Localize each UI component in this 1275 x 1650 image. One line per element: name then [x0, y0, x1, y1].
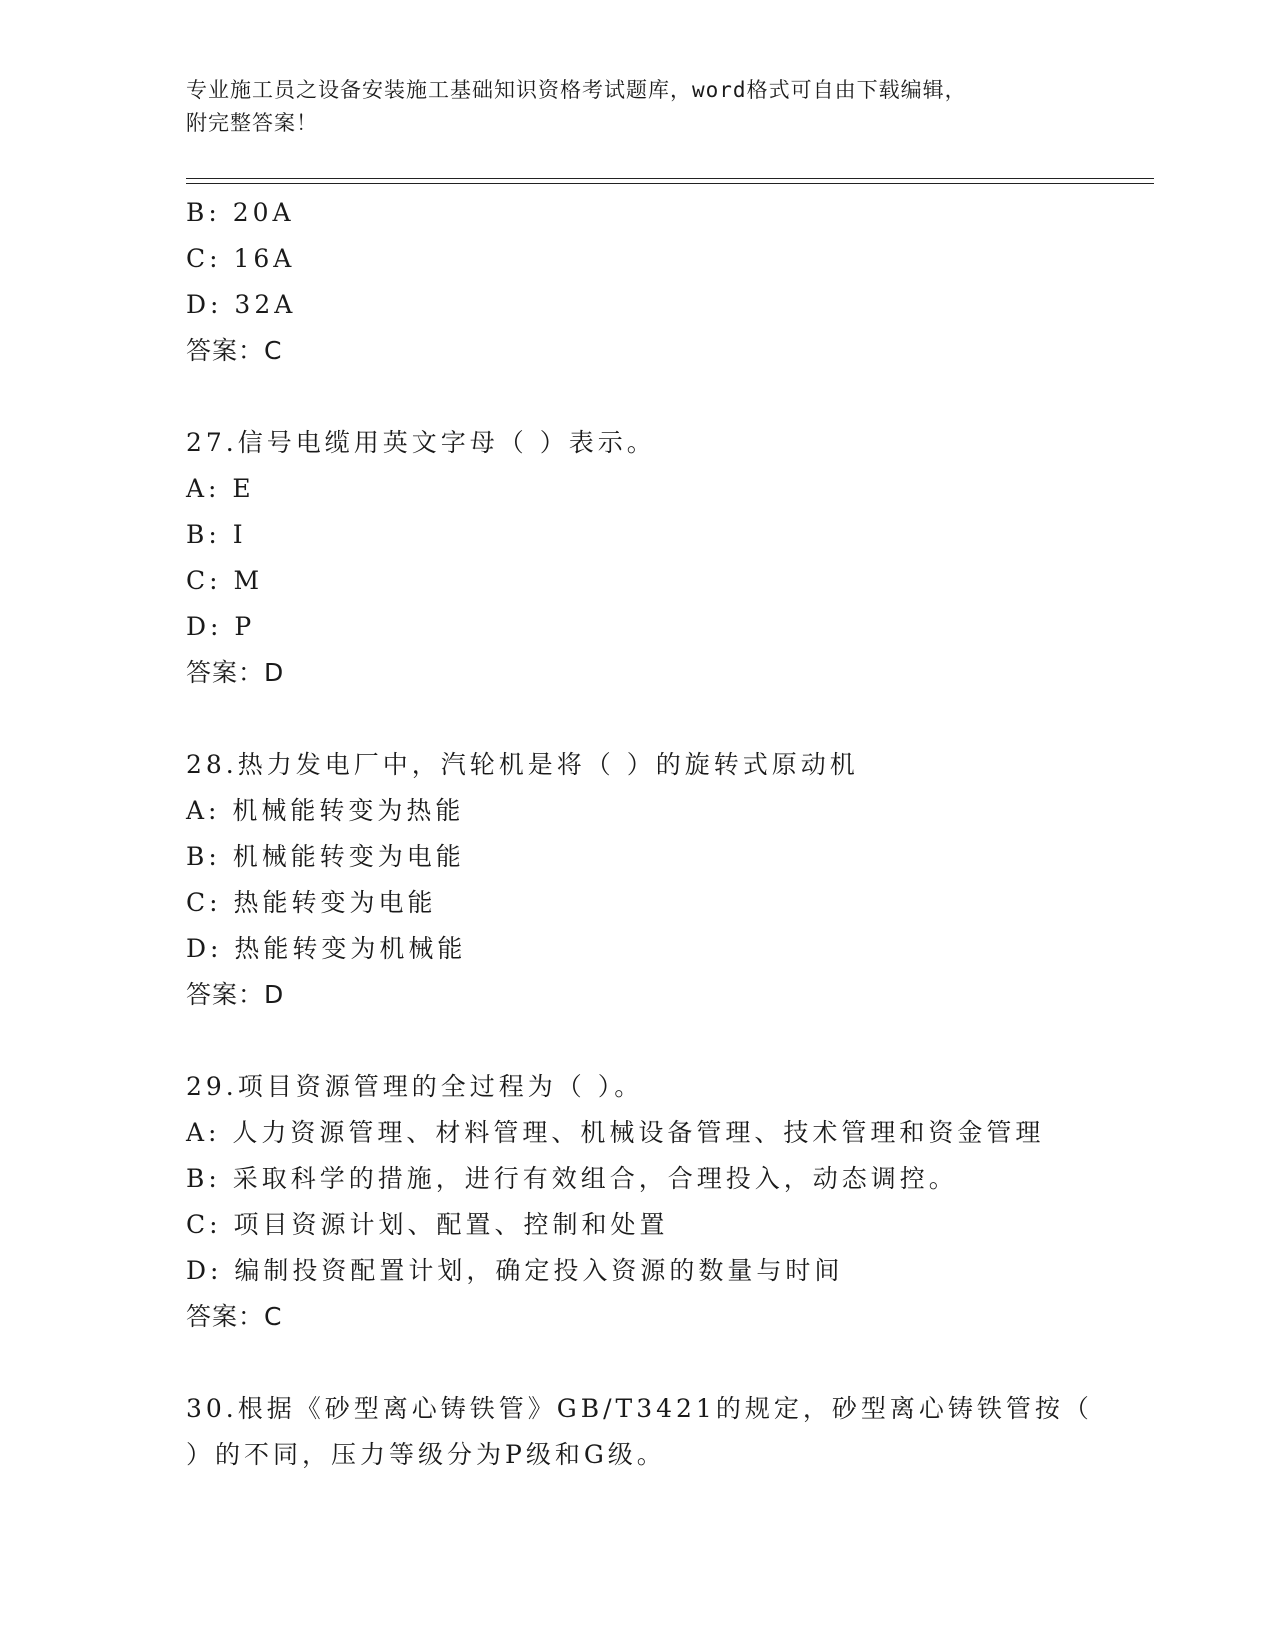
option-a: A: E	[186, 474, 255, 503]
option-b: B: 采取科学的措施，进行有效组合，合理投入，动态调控。	[186, 1164, 958, 1193]
answer-label: 答案：D	[186, 658, 285, 687]
question-block-27	[186, 420, 1154, 696]
option-b: B: 机械能转变为电能	[186, 842, 465, 871]
page-header	[186, 74, 1066, 140]
option-b: B: 20A	[186, 198, 295, 227]
option-c: C: 16A	[186, 244, 296, 273]
question-list	[186, 190, 1154, 1478]
option-a: A: 机械能转变为热能	[186, 796, 465, 825]
answer-label: 答案：D	[186, 980, 285, 1009]
header-divider-top	[186, 178, 1154, 179]
question-block-28	[186, 742, 1154, 1018]
question-block-26	[186, 190, 1154, 374]
option-a: A: 人力资源管理、材料管理、机械设备管理、技术管理和资金管理	[186, 1118, 1045, 1147]
block-spacer	[186, 696, 1154, 742]
block-spacer	[186, 374, 1154, 420]
option-c: C: 热能转变为电能	[186, 888, 437, 917]
question-text-line-2: ）的不同，压力等级分为P级和G级。	[186, 1440, 666, 1469]
option-c: C: 项目资源计划、配置、控制和处置	[186, 1210, 669, 1239]
header-title-line-1: 专业施工员之设备安装施工基础知识资格考试题库，word格式可自由下载编辑，	[186, 78, 967, 102]
question-text: 27.信号电缆用英文字母（ ）表示。	[186, 428, 656, 457]
option-d: D: 32A	[186, 290, 297, 319]
question-text-line-1: 30.根据《砂型离心铸铁管》GB/T3421的规定，砂型离心铸铁管按（	[186, 1394, 1093, 1423]
option-d: D: 编制投资配置计划，确定投入资源的数量与时间	[186, 1256, 844, 1285]
question-block-30	[186, 1386, 1154, 1478]
answer-label: 答案：C	[186, 336, 283, 365]
option-b: B: I	[186, 520, 247, 549]
option-d: D: P	[186, 612, 256, 641]
answer-label: 答案：C	[186, 1302, 283, 1331]
option-c: C: M	[186, 566, 264, 595]
option-d: D: 热能转变为机械能	[186, 934, 467, 963]
header-divider-bottom	[186, 183, 1154, 184]
header-title-line-2: 附完整答案！	[186, 111, 318, 135]
block-spacer	[186, 1340, 1154, 1386]
question-text: 29.项目资源管理的全过程为（ ）。	[186, 1072, 644, 1101]
block-spacer	[186, 1018, 1154, 1064]
question-text: 28.热力发电厂中，汽轮机是将（ ）的旋转式原动机	[186, 750, 859, 779]
question-block-29	[186, 1064, 1154, 1340]
